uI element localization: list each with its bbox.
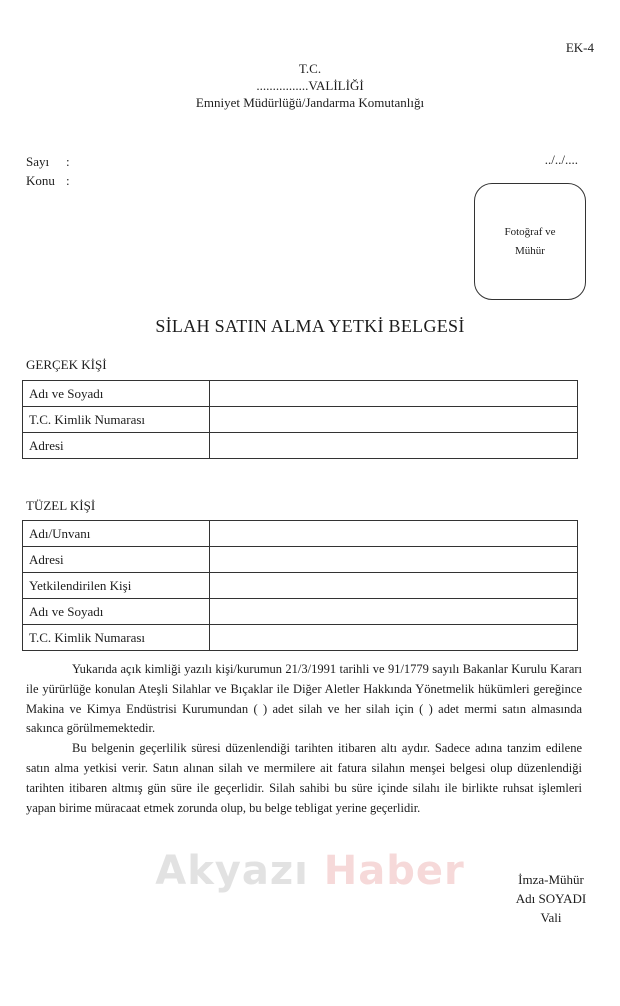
sayi-label: Sayı <box>26 154 50 169</box>
field-label: Yetkilendirilen Kişi <box>23 573 210 599</box>
table-row <box>23 381 578 407</box>
watermark-part-1: Akyazı <box>155 848 309 894</box>
field-label: T.C. Kimlik Numarası <box>23 625 210 651</box>
field-label: Adı/Unvanı <box>23 521 210 547</box>
field-label: Adresi <box>23 433 210 459</box>
field-label: Adı ve Soyadı <box>23 381 210 407</box>
signature-line-1: İmza-Mühür <box>518 872 584 887</box>
gercek-kisi-table <box>22 380 578 459</box>
signature-block <box>506 870 596 927</box>
field-label: Adresi <box>23 547 210 573</box>
field-value <box>210 521 578 547</box>
table-row <box>23 407 578 433</box>
signature-line-3: Vali <box>540 910 562 925</box>
table-row <box>23 547 578 573</box>
field-value <box>210 573 578 599</box>
field-value <box>210 547 578 573</box>
field-label: Adı ve Soyadı <box>23 599 210 625</box>
photo-stamp-box <box>474 183 586 300</box>
sayi-colon: : <box>66 154 70 169</box>
table-row <box>23 625 578 651</box>
field-value <box>210 433 578 459</box>
header-governorship: ................VALİLİĞİ <box>256 78 364 93</box>
konu-row <box>26 171 70 190</box>
document-title: SİLAH SATIN ALMA YETKİ BELGESİ <box>155 316 465 336</box>
table-row <box>23 573 578 599</box>
date-placeholder: ../../.... <box>544 152 578 167</box>
body-text <box>26 660 582 818</box>
tuzel-kisi-table <box>22 520 578 651</box>
table-row <box>23 521 578 547</box>
reference-fields <box>26 152 70 190</box>
header-country: T.C. <box>298 61 322 76</box>
photo-box-line1: Fotoğraf ve <box>504 225 556 238</box>
signature-line-2: Adı SOYADI <box>515 891 587 906</box>
field-value <box>210 381 578 407</box>
watermark-part-2: Haber <box>323 848 465 894</box>
konu-colon: : <box>66 173 70 188</box>
field-value <box>210 407 578 433</box>
annex-code: EK-4 <box>565 40 594 55</box>
body-paragraph-2: Bu belgenin geçerlilik süresi düzenlendiği tarihten itibaren altı aydır. Sadece adına tanzim edilene satın alma yetkisi verir. Satın alınan silah ve mermilere ait fatura silahın menşei belgesi olup düzenlendiği tarihten itibaren altmış gün süre ile geçerlidir. Silah sahibi bu süre içinde silahı ile birlikte ruhsat işlemleri yapan birime müracaat etmek zorunda olup, bu belge tebligat yerine geçerlidir. <box>26 741 582 815</box>
photo-box-line2: Mühür <box>515 244 545 257</box>
field-value <box>210 599 578 625</box>
table-row <box>23 433 578 459</box>
gercek-kisi-title: GERÇEK KİŞİ <box>26 357 107 372</box>
field-value <box>210 625 578 651</box>
tuzel-kisi-title: TÜZEL KİŞİ <box>26 498 96 513</box>
header-department: Emniyet Müdürlüğü/Jandarma Komutanlığı <box>195 95 425 110</box>
body-paragraph-1: Yukarıda açık kimliği yazılı kişi/kurumun 21/3/1991 tarihli ve 91/1779 sayılı Bakanlar Kurulu Kararı ile yürürlüğe konulan Ateşli Silahlar ve Bıçaklar ile Diğer Aletler Hakkında Yönetmelik hükümleri gereğince Makina ve Kimya Endüstrisi Kurumundan ( ) adet silah ve her silah için ( ) adet mermi satın almasında sakınca görülmemektedir. <box>26 662 582 736</box>
field-label: T.C. Kimlik Numarası <box>23 407 210 433</box>
document-header <box>0 60 620 111</box>
sayi-row <box>26 152 70 171</box>
table-row <box>23 599 578 625</box>
konu-label: Konu <box>26 173 55 188</box>
